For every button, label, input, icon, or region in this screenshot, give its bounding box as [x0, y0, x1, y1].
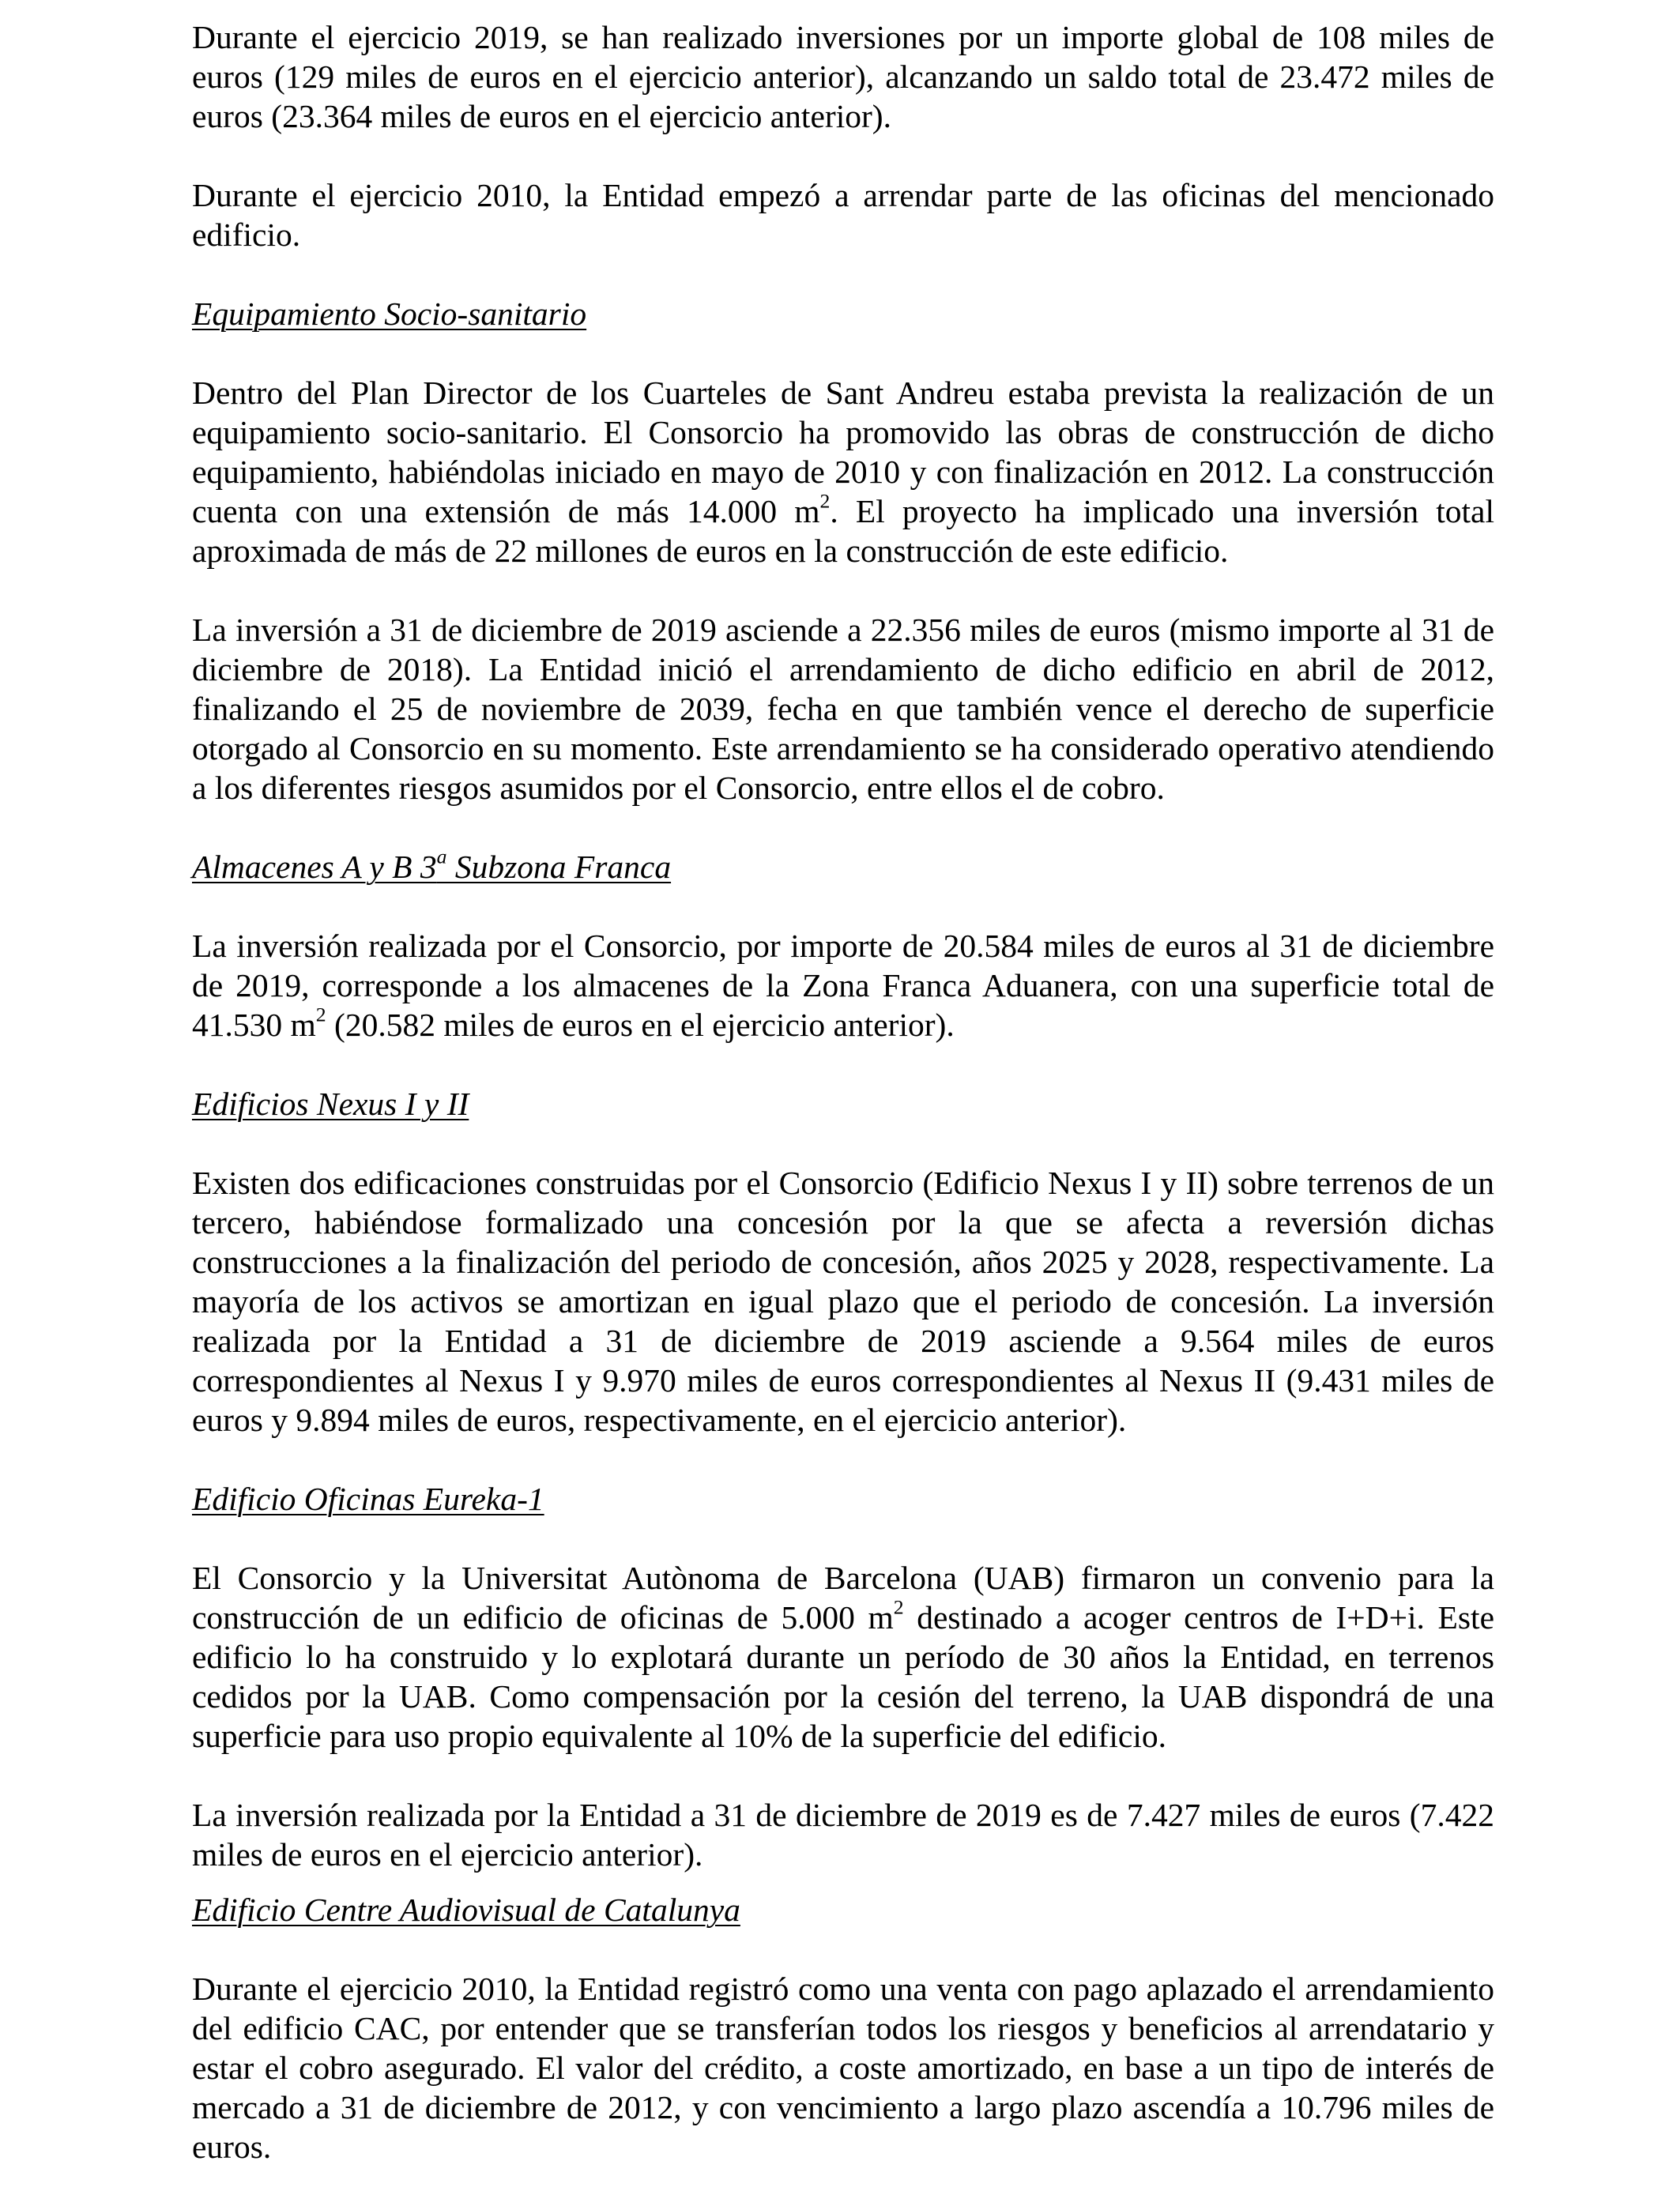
body-paragraph — [192, 1163, 1494, 1440]
text-run: Durante el ejercicio 2010, la Entidad empezó a arrendar parte de las oficinas del mencionado edificio. — [192, 177, 1494, 253]
body-paragraph — [192, 1969, 1494, 2166]
body-paragraph — [192, 610, 1494, 807]
text-run: Equipamiento Socio-sanitario — [192, 296, 587, 332]
superscript-text: a — [436, 845, 447, 868]
text-run: La inversión realizada por el Consorcio, por importe de 20.584 miles de euros al 31 de diciembre de 2019, corresponde a los almacenes de la Zona Franca Aduanera, con una superficie total de 41.530 m — [192, 928, 1494, 1043]
body-paragraph — [192, 1795, 1494, 1874]
text-run: La inversión a 31 de diciembre de 2019 asciende a 22.356 miles de euros (mismo importe al 31 de diciembre de 2018). La Entidad inició el arrendamiento de dicho edificio en abril de 2012, finalizando el 25 de noviembre de 2039, fecha en que también vence el derecho de superficie otorgado al Consorcio en su momento. Este arrendamiento se ha considerado operativo atendiendo a los diferentes riesgos asumidos por el Consorcio, entre ellos el de cobro. — [192, 612, 1494, 806]
text-run: Existen dos edificaciones construidas por el Consorcio (Edificio Nexus I y II) sobre terrenos de un tercero, habiéndose formalizado una concesión por la que se afecta a reversión dichas construcciones a la finalización del periodo de concesión, años 2025 y 2028, respectivamente. La mayoría de los activos se amortizan en igual plazo que el periodo de concesión. La inversión realizada por la Entidad a 31 de diciembre de 2019 asciende a 9.564 miles de euros correspondientes al Nexus I y 9.970 miles de euros correspondientes al Nexus II (9.431 miles de euros y 9.894 miles de euros, respectivamente, en el ejercicio anterior). — [192, 1165, 1494, 1438]
text-run: Edificio Oficinas Eureka-1 — [192, 1481, 544, 1517]
section-heading — [192, 1479, 1494, 1519]
body-paragraph — [192, 926, 1494, 1045]
section-heading — [192, 1890, 1494, 1929]
superscript-text: 2 — [819, 489, 831, 513]
text-run: El Consorcio y la Universitat Autònoma de Barcelona (UAB) firmaron un convenio para la construcción de un edificio de oficinas de 5.000 m — [192, 1560, 1494, 1636]
body-paragraph — [192, 1558, 1494, 1756]
body-paragraph — [192, 175, 1494, 254]
section-heading — [192, 847, 1494, 887]
text-run: destinado a acoger centros de I+D+i. Este edificio lo ha construido y lo explotará durante un período de 30 años la Entidad, en terrenos cedidos por la UAB. Como compensación por la cesión del terreno, la UAB dispondrá de una superficie para uso propio equivalente al 10% de la superficie del edificio. — [192, 1599, 1494, 1754]
section-heading — [192, 1084, 1494, 1124]
text-run: . El proyecto ha implicado una inversión total aproximada de más de 22 millones de euros en la construcción de este edificio. — [192, 493, 1495, 569]
text-run: Edificio Centre Audiovisual de Catalunya — [192, 1892, 740, 1928]
text-run: Dentro del Plan Director de los Cuarteles de Sant Andreu estaba prevista la realización de un equipamiento socio-sanitario. El Consorcio ha promovido las obras de construcción de dicho equipamiento, habiéndolas iniciado en mayo de 2010 y con finalización en 2012. La construcción cuenta con una extensión de más 14.000 m — [192, 375, 1494, 529]
superscript-text: 2 — [893, 1595, 904, 1619]
text-run: Edificios Nexus I y II — [192, 1086, 469, 1122]
body-paragraph — [192, 17, 1494, 136]
text-run: Almacenes A y B 3 — [192, 849, 437, 885]
section-heading — [192, 294, 1494, 333]
text-run: La inversión realizada por la Entidad a 31 de diciembre de 2019 es de 7.427 miles de euros (7.422 miles de euros en el ejercicio anterior). — [192, 1797, 1494, 1873]
document-page — [192, 17, 1494, 2206]
text-run: (20.582 miles de euros en el ejercicio anterior). — [326, 1007, 955, 1043]
body-paragraph — [192, 373, 1494, 570]
superscript-text: 2 — [315, 1003, 326, 1026]
text-run: Subzona Franca — [446, 849, 672, 885]
text-run: Durante el ejercicio 2010, la Entidad registró como una venta con pago aplazado el arrendamiento del edificio CAC, por entender que se transferían todos los riesgos y beneficios al arrendatario y estar el cobro asegurado. El valor del crédito, a coste amortizado, en base a un tipo de interés de mercado a 31 de diciembre de 2012, y con vencimiento a largo plazo ascendía a 10.796 miles de euros. — [192, 1971, 1494, 2165]
text-run: Durante el ejercicio 2019, se han realizado inversiones por un importe global de 108 miles de euros (129 miles de euros en el ejercicio anterior), alcanzando un saldo total de 23.472 miles de euros (23.364 miles de euros en el ejercicio anterior). — [192, 19, 1494, 134]
